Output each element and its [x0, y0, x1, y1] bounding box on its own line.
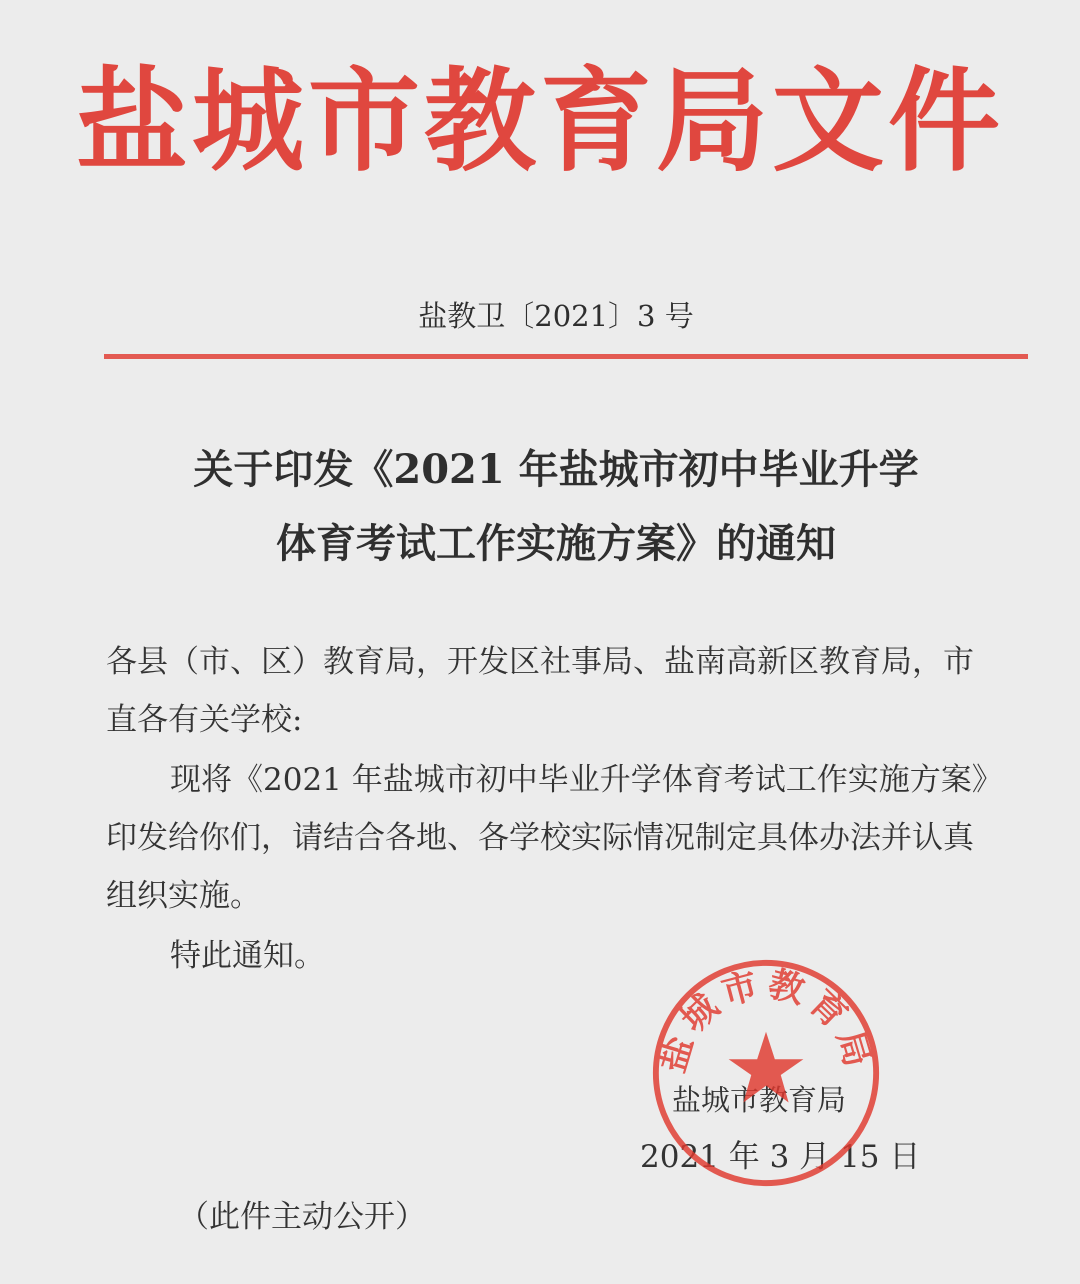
closing-remark: 特此通知。: [170, 938, 325, 974]
document-number: 盐教卫〔2021〕3 号: [418, 299, 694, 333]
red-divider-rule: [104, 354, 1028, 359]
notice-title-line-2: 体育考试工作实施方案》的通知: [276, 520, 836, 567]
body-paragraph-line-1: 现将《2021 年盐城市初中毕业升学体育考试工作实施方案》: [170, 762, 1003, 798]
seal-text-path: 盐城市教育局: [652, 963, 880, 1078]
addressee-line-1: 各县（市、区）教育局，开发区社事局、盐南高新区教育局，市: [106, 644, 974, 680]
issuing-authority: 盐城市教育局: [672, 1083, 847, 1117]
body-paragraph-line-2: 印发给你们，请结合各地、各学校实际情况制定具体办法并认真: [106, 820, 974, 856]
public-disclosure-note: （此件主动公开）: [178, 1199, 426, 1235]
issue-date: 2021 年 3 月 15 日: [640, 1139, 921, 1175]
official-seal: [648, 955, 884, 1191]
body-paragraph-line-3: 组织实施。: [106, 878, 261, 914]
addressee-line-2: 直各有关学校:: [106, 702, 303, 738]
seal-star-icon: [729, 1032, 804, 1103]
document-masthead: 盐城市教育局文件: [76, 57, 1004, 187]
notice-title-line-1: 关于印发《2021 年盐城市初中毕业升学: [193, 446, 919, 493]
